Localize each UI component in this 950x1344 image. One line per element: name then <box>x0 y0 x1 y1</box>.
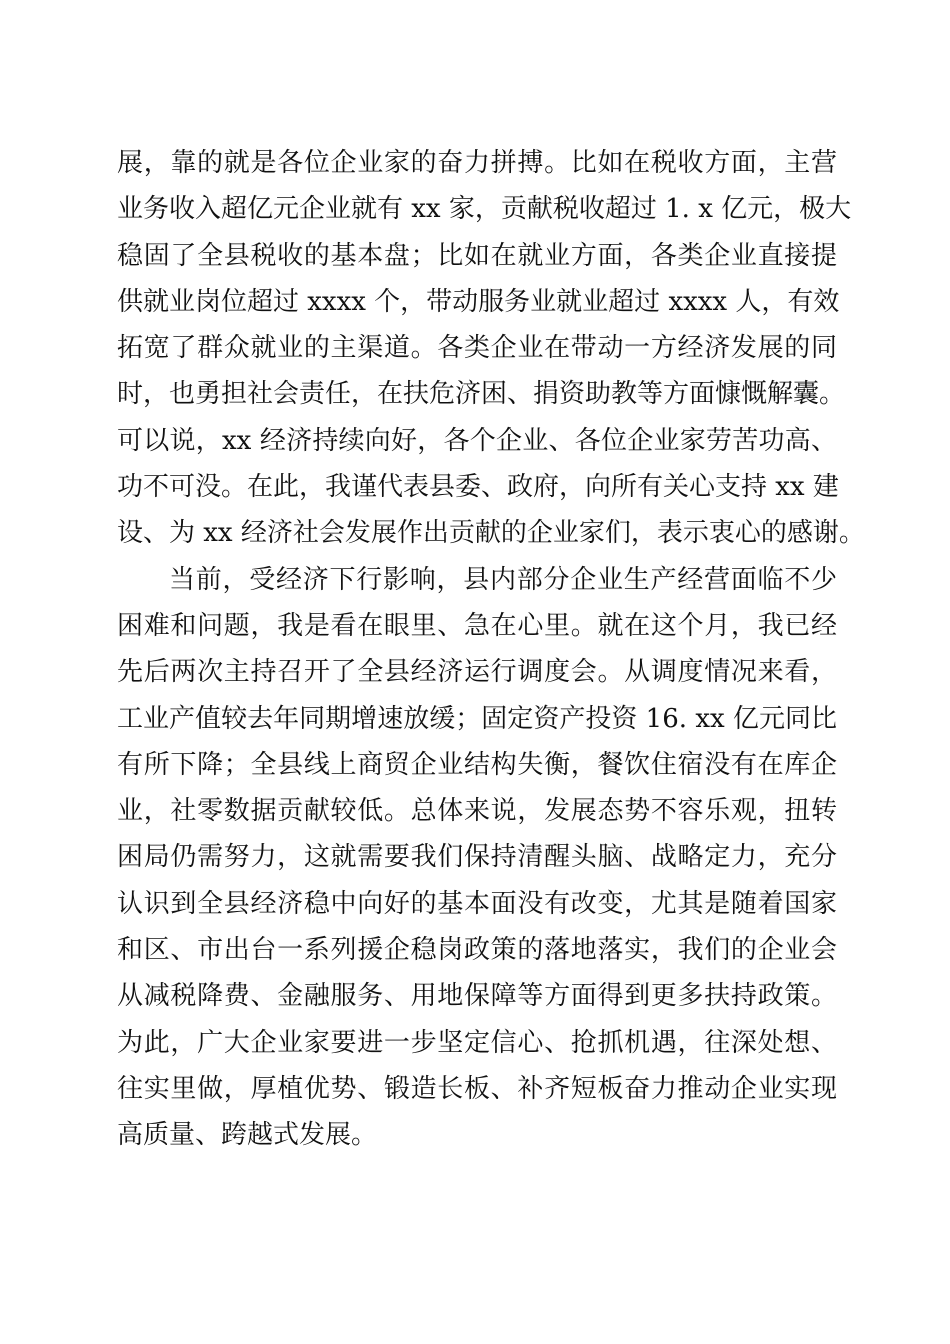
paragraph-1-line-5: 拓宽了群众就业的主渠道。各类企业在带动一方经济发展的同 <box>117 333 837 364</box>
paragraph-2-line-11: 为此，广大企业家要进一步坚定信心、抢抓机遇，往深处想、 <box>117 1027 837 1058</box>
paragraph-1-line-2: 业务收入超亿元企业就有 xx 家，贡献税收超过 1. x 亿元，极大 <box>117 194 852 225</box>
paragraph-1-line-7: 可以说，xx 经济持续向好，各个企业、各位企业家劳苦功高、 <box>117 425 837 456</box>
paragraph-2 <box>117 557 837 1159</box>
paragraph-1-line-1: 展，靠的就是各位企业家的奋力拼搏。比如在税收方面，主营 <box>117 148 837 178</box>
paragraph-2-line-9: 和区、市出台一系列援企稳岗政策的落地落实，我们的企业会 <box>117 935 837 966</box>
document-body <box>117 140 865 1159</box>
paragraph-2-line-4: 工业产值较去年同期增速放缓；固定资产投资 16. xx 亿元同比 <box>117 703 837 734</box>
paragraph-2-line-12: 往实里做，厚植优势、锻造长板、补齐短板奋力推动企业实现 <box>117 1073 837 1104</box>
paragraph-2-line-8: 认识到全县经济稳中向好的基本面没有改变，尤其是随着国家 <box>117 888 837 919</box>
paragraph-1-line-4: 供就业岗位超过 xxxx 个，带动服务业就业超过 xxxx 人，有效 <box>117 286 840 317</box>
paragraph-1-line-9: 设、为 xx 经济社会发展作出贡献的企业家们，表示衷心的感谢。 <box>117 518 865 549</box>
paragraph-2-line-3: 先后两次主持召开了全县经济运行调度会。从调度情况来看， <box>117 657 837 688</box>
paragraph-2-line-5: 有所下降；全县线上商贸企业结构失衡，餐饮住宿没有在库企 <box>117 749 837 780</box>
paragraph-1 <box>117 140 865 557</box>
paragraph-1-line-3: 稳固了全县税收的基本盘；比如在就业方面，各类企业直接提 <box>117 240 837 271</box>
paragraph-2-line-6: 业，社零数据贡献较低。总体来说，发展态势不容乐观，扭转 <box>117 796 837 827</box>
paragraph-2-line-10: 从减税降费、金融服务、用地保障等方面得到更多扶持政策。 <box>117 981 837 1012</box>
paragraph-1-line-8: 功不可没。在此，我谨代表县委、政府，向所有关心支持 xx 建 <box>117 472 839 503</box>
paragraph-2-line-13: 高质量、跨越式发展。 <box>117 1120 378 1151</box>
paragraph-2-line-2: 困难和问题，我是看在眼里、急在心里。就在这个月，我已经 <box>117 610 837 641</box>
paragraph-2-line-1: 当前，受经济下行影响，县内部分企业生产经营面临不少 <box>169 564 837 595</box>
paragraph-2-line-7: 困局仍需努力，这就需要我们保持清醒头脑、战略定力，充分 <box>117 842 837 873</box>
paragraph-1-line-6: 时，也勇担社会责任，在扶危济困、捐资助教等方面慷慨解囊。 <box>117 379 846 410</box>
